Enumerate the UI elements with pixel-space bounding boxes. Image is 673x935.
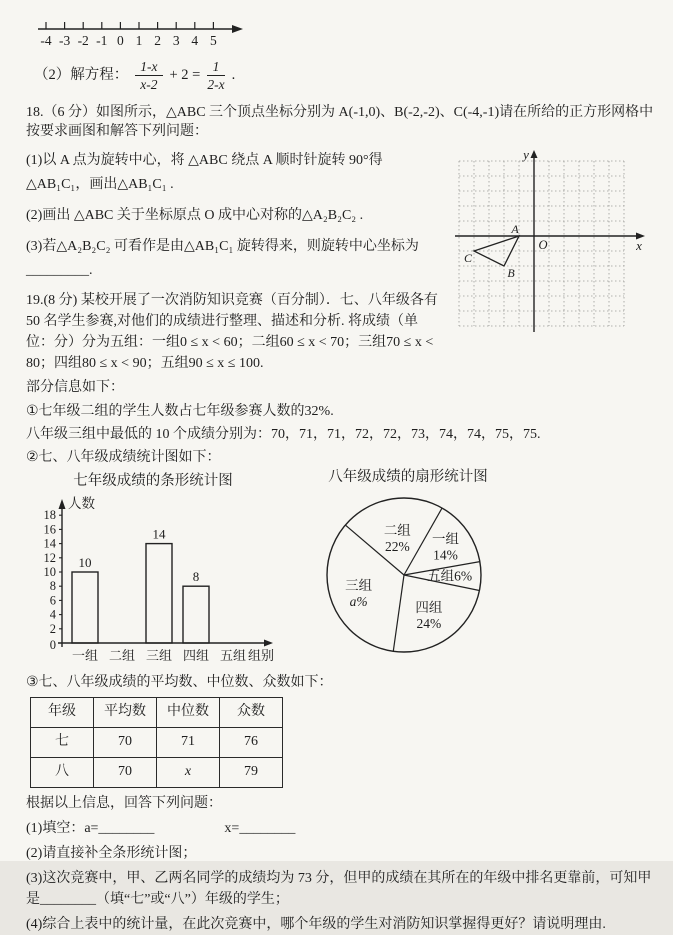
slice-name-label: 四组 [415, 599, 443, 615]
tick-label: 0 [117, 33, 124, 48]
tick-label: 16 [43, 522, 56, 537]
y-axis-title: 人数 [68, 495, 95, 511]
problem-19-info-intro: 部分信息如下： [26, 380, 124, 396]
category-label: 二组 [108, 647, 136, 663]
table-row-grade8 [31, 757, 283, 787]
tick-label: -3 [58, 33, 71, 48]
bar-chart-block [28, 471, 278, 671]
slice-label: 五组6% [427, 568, 473, 584]
bar-value-label: 8 [192, 568, 200, 584]
cell-grade7-mode: 76 [220, 727, 283, 757]
problem-19-info1: ①七年级二组的学生人数占七年级参赛人数的32%. [26, 403, 334, 419]
slice-name-label: 三组 [345, 577, 373, 593]
tick-label: 2 [49, 621, 56, 636]
number-line [36, 14, 250, 50]
category-label: 三组 [145, 647, 173, 663]
bar [146, 543, 172, 642]
tick-label: 5 [210, 33, 217, 48]
tick-label: 6 [49, 593, 56, 608]
number-line-figure [36, 14, 659, 57]
fraction-2-denominator: 2-x [207, 77, 225, 93]
problem-19-info2: 八年级三组中最低的 10 个成绩分别为：70，71，71，72，72，73，74，74，75，75. [26, 426, 541, 442]
category-label: 五组 [219, 647, 247, 663]
bar-value-label: 14 [152, 526, 166, 542]
fraction-1-numerator: 1-x [135, 59, 162, 77]
vertex-a-label: A [511, 221, 519, 236]
problem-19-qd: (4)综合上表中的统计量，在此次竞赛中，哪个年级的学生对消防知识掌握得更好？请说明理由. [26, 916, 606, 932]
bar-chart-title: 七年级成绩的条形统计图 [73, 473, 233, 490]
problem-18-q2: (2)画出 △ABC 关于坐标原点 O 成中心对称的△A₂B₂C₂ . [26, 207, 364, 223]
bar-value-label: 10 [78, 554, 92, 570]
tick-label: 2 [154, 33, 161, 48]
answer-intro: 根据以上信息，回答下列问题： [26, 795, 222, 811]
y-axis-arrow [59, 499, 66, 509]
bar [72, 572, 98, 643]
tick-label: -2 [77, 33, 89, 48]
y-axis-arrow [531, 150, 538, 158]
tick-label: -1 [96, 33, 108, 48]
problem-18-q3: (3)若△A₂B₂C₂ 可看作是由△AB₁C₁ 旋转得来，则旋转中心坐标为_________. [26, 239, 419, 279]
tick-label: 1 [135, 33, 143, 48]
tick-label: 12 [43, 550, 56, 565]
bar [183, 586, 209, 643]
tick-label: 3 [172, 33, 180, 48]
cell-grade8-mean: 70 [94, 757, 157, 787]
tick-label: 18 [43, 507, 56, 522]
tick-label: 0 [49, 637, 56, 652]
problem-19-qc: (3)这次竞赛中，甲、乙两名同学的成绩均为 73 分，但甲的成绩在其所在的年级中排名更靠前，可知甲是________（填“七”或“八”）年级的学生； [26, 870, 652, 907]
slice-value-label: 24% [416, 615, 442, 631]
cell-grade7-median: 71 [157, 727, 220, 757]
tick-label: 10 [43, 564, 56, 579]
table-header-mean: 平均数 [94, 697, 157, 727]
origin-label: O [538, 237, 548, 252]
pie-chart-block [300, 471, 516, 667]
problem-19-info3: ②七、八年级成绩统计图如下： [26, 450, 221, 466]
equation-prefix: （2）解方程： [34, 67, 129, 84]
problem-19-statement: 19.(8 分) 某校开展了一次消防知识竞赛（百分制）．七、八年级各有 50 名学生参赛,对他们的成绩进行整理、描述和分析. 将成绩（单位：分）分为五组：一组0 ≤ x < 60；二组60 ≤ x < 70；三组70 ≤ x < 80；四组80 ≤ x < 90；五组90 ≤ x ≤ 100. [26, 293, 438, 372]
category-label: 四组 [182, 647, 210, 663]
cell-grade8-median: x [157, 757, 220, 787]
equation-line [34, 59, 659, 93]
cell-grade7-label: 七 [31, 727, 94, 757]
slice-name-label: 一组 [432, 531, 460, 547]
cell-grade8-label: 八 [31, 757, 94, 787]
charts-row [28, 471, 659, 671]
table-header-row [31, 697, 283, 727]
slice-value-label: a% [349, 593, 368, 609]
slice-boundary [393, 575, 404, 651]
fraction-1 [135, 59, 162, 93]
cell-grade8-mode: 79 [220, 757, 283, 787]
table-header-grade: 年级 [31, 697, 94, 727]
tick-label: 4 [191, 33, 199, 48]
slice-value-label: 22% [384, 538, 410, 554]
number-line-arrow [232, 25, 243, 33]
equation-suffix: . [231, 67, 236, 84]
table-header-median: 中位数 [157, 697, 220, 727]
bar-chart [28, 493, 278, 665]
slice-name-label: 二组 [383, 522, 411, 538]
tick-label: -4 [40, 33, 52, 48]
stats-table [30, 697, 283, 788]
problem-18-q1: (1)以 A 点为旋转中心，将 △ABC 绕点 A 顺时针旋转 90°得△AB₁C₁，画出△AB₁C₁ . [26, 152, 383, 192]
table-header-mode: 众数 [220, 697, 283, 727]
x-axis-title: 组别 [247, 647, 274, 663]
x-axis-label: x [636, 237, 642, 253]
table-row-grade7 [31, 727, 283, 757]
problem-19-qb: (2)请直接补全条形统计图； [26, 845, 197, 861]
category-label: 一组 [71, 647, 99, 663]
x-axis-arrow [264, 639, 273, 646]
pie-chart [300, 489, 516, 661]
problem-19-qa: (1)填空：a=________ x=________ [26, 820, 296, 836]
slice-value-label: 14% [433, 547, 458, 563]
fraction-1-denominator: x-2 [140, 77, 158, 93]
coordinate-grid [455, 146, 659, 343]
cell-grade7-mean: 70 [94, 727, 157, 757]
fraction-2-numerator: 1 [207, 59, 224, 77]
fraction-2 [207, 59, 224, 93]
y-axis-label: y [523, 146, 529, 162]
tick-label: 14 [43, 536, 56, 551]
equation-middle: + 2 = [169, 67, 201, 84]
coordinate-grid-figure [455, 146, 659, 350]
vertex-c-label: C [463, 250, 473, 265]
pie-chart-title: 八年级成绩的扇形统计图 [328, 469, 488, 486]
problem-18-statement: 18.（6 分）如图所示，△ABC 三个顶点坐标分别为 A(-1,0)、B(-2,-2)、C(-4,-1)请在所给的正方形网格中按要求画图和解答下列问题： [26, 104, 654, 140]
problem-19-info4: ③七、八年级成绩的平均数、中位数、众数如下： [26, 675, 333, 691]
vertex-b-label: B [507, 265, 515, 280]
tick-label: 8 [49, 578, 56, 593]
tick-label: 4 [49, 607, 56, 622]
